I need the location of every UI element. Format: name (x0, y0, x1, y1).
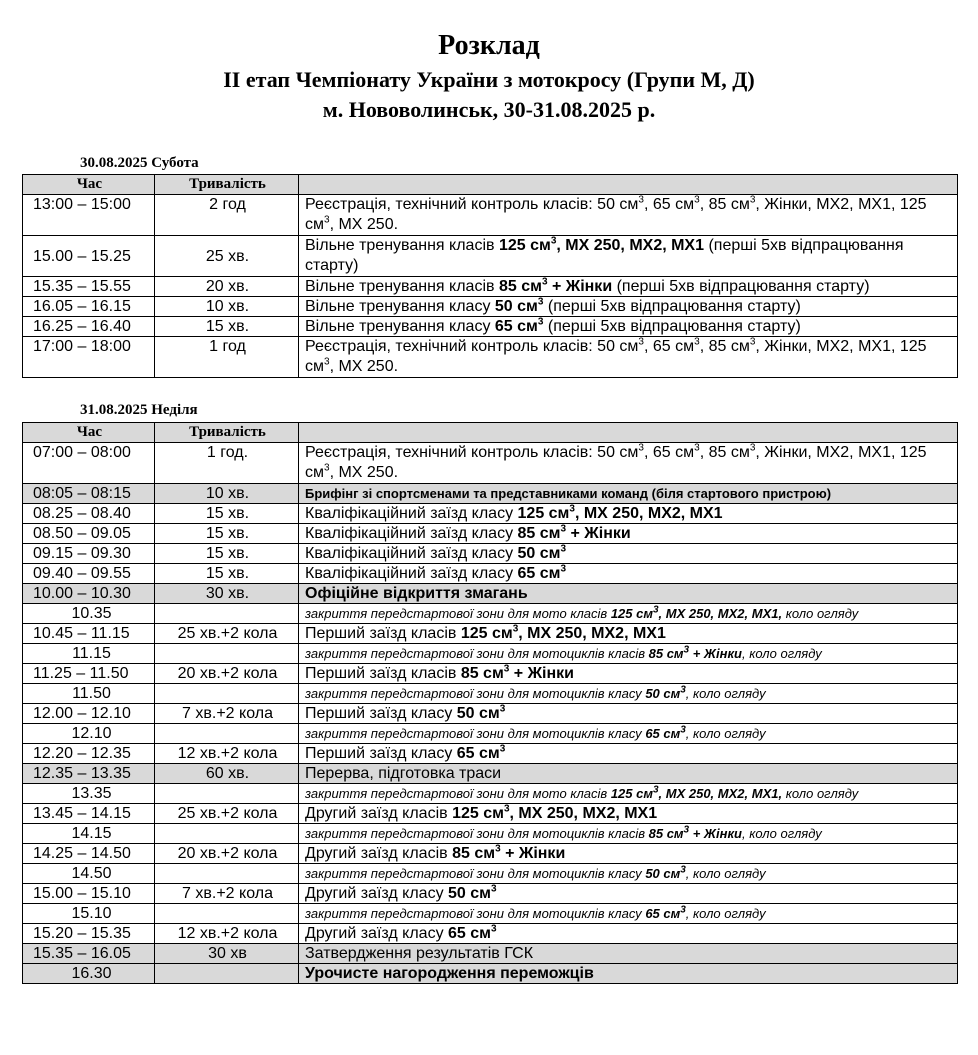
row-event: Другий заїзд класів 125 $см^3$, МХ 250, МХ2, МХ1 (299, 804, 958, 824)
row-time: 16.30 (23, 964, 155, 984)
table-row (23, 195, 958, 236)
table-row (23, 236, 958, 277)
row-time: 13:00 – 15:00 (23, 195, 155, 236)
row-event: Кваліфікаційний заїзд класу 50 $см^3$ (299, 544, 958, 564)
table-row (23, 624, 958, 644)
row-time: 14.15 (23, 824, 155, 844)
page-title: Розклад (438, 30, 540, 61)
event-location: м. Нововолинськ, 30-31.08.2025 р. (322, 97, 656, 122)
row-event: Перший заїзд класу 65 $см^3$ (299, 744, 958, 764)
row-time: 15.35 – 15.55 (23, 277, 155, 297)
row-duration (155, 864, 299, 884)
row-time: 13.35 (23, 784, 155, 804)
row-duration: 20 хв. (155, 277, 299, 297)
row-duration: 25 хв. (155, 236, 299, 277)
row-time: 15.00 – 15.25 (23, 236, 155, 277)
table-row (23, 524, 958, 544)
column-header-duration: Тривалість (155, 175, 299, 195)
row-duration (155, 964, 299, 984)
row-duration: 20 хв.+2 кола (155, 844, 299, 864)
row-time: 16.25 – 16.40 (23, 317, 155, 337)
row-time: 08:05 – 08:15 (23, 484, 155, 504)
table-row (23, 644, 958, 664)
table-row (23, 443, 958, 484)
row-event: Кваліфікаційний заїзд класу 65 $см^3$ (299, 564, 958, 584)
table-row (23, 964, 958, 984)
table-row (23, 764, 958, 784)
row-time: 17:00 – 18:00 (23, 337, 155, 378)
row-event: Реєстрація, технічний контроль класів: 50 $см^3$, 65 $см^3$, 85 $см^3$, Жінки, МХ2, МХ1, 125 $см^3$, МХ 250. (299, 443, 958, 484)
row-duration: 12 хв.+2 кола (155, 744, 299, 764)
row-duration: 25 хв.+2 кола (155, 624, 299, 644)
table-row (23, 904, 958, 924)
table-header-row (23, 423, 958, 443)
row-event: Вільне тренування класів 85 $см^3$ + Жінки (перші 5хв відпрацювання старту) (299, 277, 958, 297)
row-duration: 60 хв. (155, 764, 299, 784)
row-time: 12.20 – 12.35 (23, 744, 155, 764)
day2-schedule-table (22, 422, 958, 984)
column-header-duration: Тривалість (155, 423, 299, 443)
day1-schedule-table (22, 174, 958, 378)
row-duration (155, 684, 299, 704)
row-duration: 25 хв.+2 кола (155, 804, 299, 824)
row-duration: 1 год. (155, 443, 299, 484)
row-time: 15.00 – 15.10 (23, 884, 155, 904)
row-event: Брифінг зі спортсменами та представниками команд (біля стартового пристрою) (299, 484, 958, 504)
row-event: Перший заїзд класу 50 $см^3$ (299, 704, 958, 724)
table-row (23, 844, 958, 864)
row-event: Перший заїзд класів 125 $см^3$, МХ 250, МХ2, МХ1 (299, 624, 958, 644)
row-event: Перерва, підготовка траси (299, 764, 958, 784)
row-time: 14.25 – 14.50 (23, 844, 155, 864)
row-duration: 7 хв.+2 кола (155, 884, 299, 904)
row-duration: 10 хв. (155, 297, 299, 317)
row-duration: 30 хв. (155, 584, 299, 604)
row-time: 16.05 – 16.15 (23, 297, 155, 317)
table-row (23, 604, 958, 624)
row-time: 09.15 – 09.30 (23, 544, 155, 564)
row-event: Вільне тренування класу 65 $см^3$ (перші 5хв відпрацювання старту) (299, 317, 958, 337)
row-event: Другий заїзд класів 85 $см^3$ + Жінки (299, 844, 958, 864)
row-time: 14.50 (23, 864, 155, 884)
table-row (23, 824, 958, 844)
row-event: Вільне тренування класу 50 $см^3$ (перші 5хв відпрацювання старту) (299, 297, 958, 317)
row-event: закриття передстартової зони для мото класів 125 $см^3$, МХ 250, МХ2, МХ1, коло огляду (299, 784, 958, 804)
row-time: 11.50 (23, 684, 155, 704)
table-row (23, 584, 958, 604)
day2-label: 31.08.2025 Неділя (80, 402, 198, 418)
row-time: 15.10 (23, 904, 155, 924)
row-duration: 30 хв (155, 944, 299, 964)
table-header-row (23, 175, 958, 195)
table-row (23, 804, 958, 824)
row-time: 08.25 – 08.40 (23, 504, 155, 524)
row-duration: 10 хв. (155, 484, 299, 504)
row-event: Затвердження результатів ГСК (299, 944, 958, 964)
table-row (23, 684, 958, 704)
table-row (23, 884, 958, 904)
row-duration: 15 хв. (155, 524, 299, 544)
row-event: Вільне тренування класів 125 $см^3$, МХ 250, МХ2, МХ1 (перші 5хв відпрацювання старту) (299, 236, 958, 277)
row-event: Кваліфікаційний заїзд класу 125 $см^3$, МХ 250, МХ2, МХ1 (299, 504, 958, 524)
table-row (23, 337, 958, 378)
row-duration (155, 604, 299, 624)
row-duration: 15 хв. (155, 564, 299, 584)
row-time: 11.25 – 11.50 (23, 664, 155, 684)
row-time: 10.35 (23, 604, 155, 624)
table-row (23, 544, 958, 564)
table-row (23, 864, 958, 884)
row-time: 12.35 – 13.35 (23, 764, 155, 784)
row-time: 09.40 – 09.55 (23, 564, 155, 584)
row-duration: 15 хв. (155, 317, 299, 337)
row-time: 12.10 (23, 724, 155, 744)
row-duration (155, 824, 299, 844)
table-row (23, 744, 958, 764)
day1-label: 30.08.2025 Субота (80, 155, 199, 171)
row-duration (155, 904, 299, 924)
column-header-time: Час (23, 423, 155, 443)
row-duration (155, 784, 299, 804)
table-row (23, 944, 958, 964)
row-time: 13.45 – 14.15 (23, 804, 155, 824)
row-duration (155, 644, 299, 664)
row-event: закриття передстартової зони для мотоциклів класу 65 $см^3$, коло огляду (299, 904, 958, 924)
table-row (23, 504, 958, 524)
row-duration: 12 хв.+2 кола (155, 924, 299, 944)
row-time: 08.50 – 09.05 (23, 524, 155, 544)
column-header-time: Час (23, 175, 155, 195)
row-event: Перший заїзд класів 85 $см^3$ + Жінки (299, 664, 958, 684)
table-row (23, 704, 958, 724)
row-event: закриття передстартової зони для мото класів 125 $см^3$, МХ 250, МХ2, МХ1, коло огляду (299, 604, 958, 624)
row-duration: 20 хв.+2 кола (155, 664, 299, 684)
row-event: Другий заїзд класу 65 $см^3$ (299, 924, 958, 944)
table-row (23, 664, 958, 684)
table-row (23, 277, 958, 297)
row-event: закриття передстартової зони для мотоциклів класу 50 $см^3$, коло огляду (299, 684, 958, 704)
row-time: 10.00 – 10.30 (23, 584, 155, 604)
row-duration: 15 хв. (155, 504, 299, 524)
table-row (23, 484, 958, 504)
row-event: Офіційне відкриття змагань (299, 584, 958, 604)
table-row (23, 317, 958, 337)
row-event: закриття передстартової зони для мотоциклів класу 65 $см^3$, коло огляду (299, 724, 958, 744)
table-row (23, 297, 958, 317)
row-event: Другий заїзд класу 50 $см^3$ (299, 884, 958, 904)
row-event: Урочисте нагородження переможців (299, 964, 958, 984)
column-header-event (299, 423, 958, 443)
row-duration: 1 год (155, 337, 299, 378)
row-time: 11.15 (23, 644, 155, 664)
row-time: 15.20 – 15.35 (23, 924, 155, 944)
row-event: закриття передстартової зони для мотоциклів класів 85 $см^3$ + Жінки, коло огляду (299, 644, 958, 664)
row-event: Кваліфікаційний заїзд класу 85 $см^3$ + Жінки (299, 524, 958, 544)
table-row (23, 784, 958, 804)
table-row (23, 724, 958, 744)
row-event: Реєстрація, технічний контроль класів: 50 $см^3$, 65 $см^3$, 85 $см^3$, Жінки, МХ2, МХ1, 125 $см^3$, МХ 250. (299, 195, 958, 236)
row-duration (155, 724, 299, 744)
row-time: 07:00 – 08:00 (23, 443, 155, 484)
row-duration: 2 год (155, 195, 299, 236)
row-event: закриття передстартової зони для мотоциклів класу 50 $см^3$, коло огляду (299, 864, 958, 884)
row-duration: 7 хв.+2 кола (155, 704, 299, 724)
table-row (23, 564, 958, 584)
row-event: закриття передстартової зони для мотоциклів класів 85 $см^3$ + Жінки, коло огляду (299, 824, 958, 844)
event-subtitle: ІІ етап Чемпіонату України з мотокросу (Групи М, Д) (223, 67, 755, 92)
row-time: 15.35 – 16.05 (23, 944, 155, 964)
row-duration: 15 хв. (155, 544, 299, 564)
row-time: 10.45 – 11.15 (23, 624, 155, 644)
row-event: Реєстрація, технічний контроль класів: 50 $см^3$, 65 $см^3$, 85 $см^3$, Жінки, МХ2, МХ1, 125 $см^3$, МХ 250. (299, 337, 958, 378)
table-row (23, 924, 958, 944)
column-header-event (299, 175, 958, 195)
row-time: 12.00 – 12.10 (23, 704, 155, 724)
